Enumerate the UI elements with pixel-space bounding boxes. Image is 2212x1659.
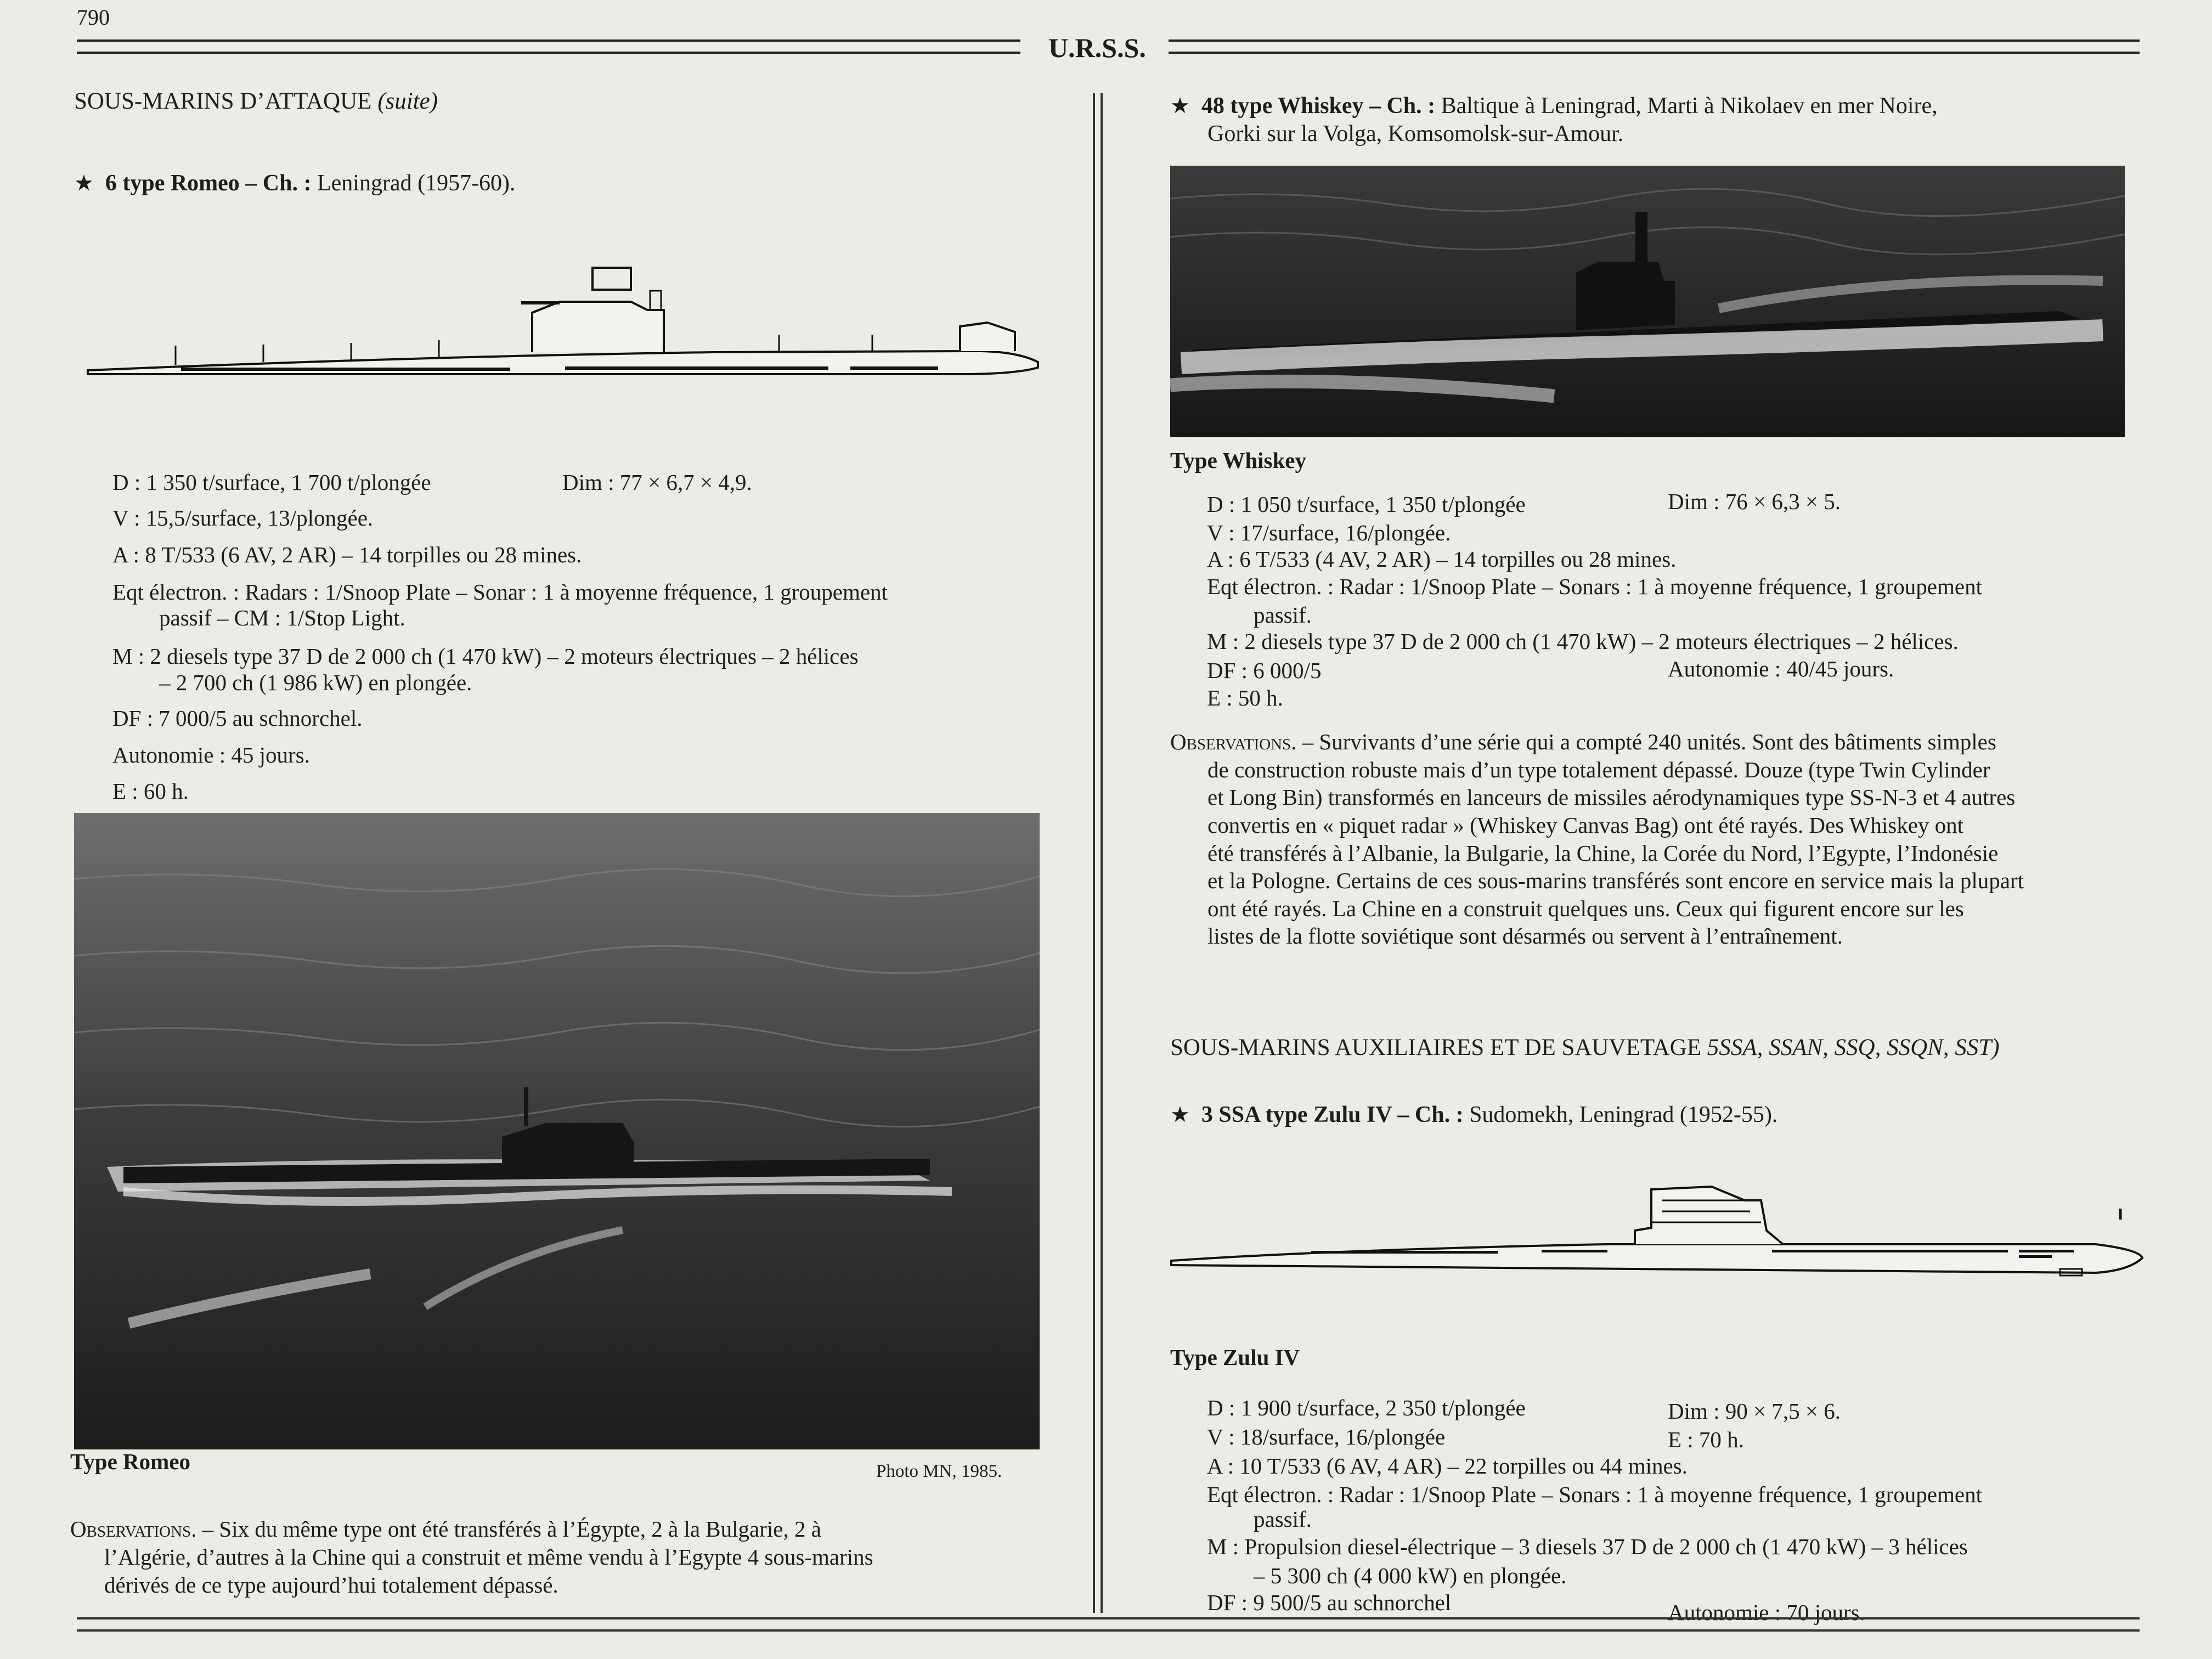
romeo-obs-line-3: dérivés de ce type aujourd’hui totalement dépassé. <box>104 1572 558 1598</box>
whiskey-spec-dimensions: Dim : 76 × 6,3 × 5. <box>1668 489 1841 514</box>
section-title-suffix: (suite) <box>377 88 438 114</box>
romeo-photo-caption: Type Romeo <box>70 1449 191 1474</box>
zulu-spec-electronics-2: passif. <box>1254 1506 1312 1532</box>
whiskey-obs-line-6: et la Pologne. Certains de ces sous-marins transférés sont encore en service mais la plupart <box>1207 868 2024 894</box>
romeo-spec-electronics-1: Eqt électron. : Radars : 1/Snoop Plate – Sonar : 1 à moyenne fréquence, 1 groupement <box>112 579 888 605</box>
whiskey-obs-line-4: convertis en « piquet radar » (Whiskey Canvas Bag) ont été rayés. Des Whiskey ont <box>1207 812 1964 838</box>
whiskey-obs-line-5: été transférés à l’Albanie, la Bulgarie, la Chine, la Corée du Nord, l’Egypte, l’Indonésie <box>1207 840 1999 866</box>
zulu-spec-speed: V : 18/surface, 16/plongée <box>1207 1424 1446 1449</box>
star-icon: ★ <box>1170 1102 1190 1127</box>
entry-whiskey-label: 48 type Whiskey – Ch. : <box>1201 93 1436 119</box>
whiskey-photo <box>1170 166 2125 437</box>
whiskey-obs-line-7: ont été rayés. La Chine en a construit quelques uns. Ceux qui figurent encore sur les <box>1207 895 1964 921</box>
whiskey-obs-line-3: et Long Bin) transformés en lanceurs de missiles aérodynamiques type SS-N-3 et 4 autres <box>1207 785 2016 810</box>
zulu-profile-drawing <box>1169 1178 2145 1288</box>
whiskey-spec-endurance: Autonomie : 40/45 jours. <box>1668 656 1894 681</box>
whiskey-spec-crew: E : 50 h. <box>1207 685 1283 710</box>
whiskey-spec-range: DF : 6 000/5 <box>1207 658 1322 683</box>
section-title-auxiliary-submarines <box>1170 1034 2000 1061</box>
header-rule-left <box>77 40 1020 54</box>
whiskey-spec-electronics-2: passif. <box>1254 602 1312 628</box>
whiskey-spec-electronics-1: Eqt électron. : Radar : 1/Snoop Plate – Sonars : 1 à moyenne fréquence, 1 groupement <box>1207 574 1982 599</box>
header-title: U.R.S.S. <box>1048 32 1146 63</box>
entry-whiskey <box>1170 92 2141 148</box>
whiskey-obs-line-8: listes de la flotte soviétique sont désarmés ou servent à l’entraînement. <box>1207 923 1843 949</box>
whiskey-obs-label: Observations. <box>1170 729 1297 754</box>
whiskey-spec-machinery: M : 2 diesels type 37 D de 2 000 ch (1 470 kW) – 2 moteurs électriques – 2 hélices. <box>1207 629 1959 654</box>
section2-title-text: SOUS-MARINS AUXILIAIRES ET DE SAUVETAGE <box>1170 1035 1702 1060</box>
zulu-spec-dimensions: Dim : 90 × 7,5 × 6. <box>1668 1398 1841 1424</box>
romeo-spec-range: DF : 7 000/5 au schnorchel. <box>112 706 363 731</box>
zulu-spec-crew: E : 70 h. <box>1668 1427 1744 1452</box>
entry-romeo <box>74 170 516 196</box>
star-icon: ★ <box>74 171 94 195</box>
romeo-photo-credit: Photo MN, 1985. <box>876 1462 1002 1481</box>
entry-zulu <box>1170 1102 1778 1128</box>
whiskey-spec-displacement: D : 1 050 t/surface, 1 350 t/plongée <box>1207 492 1526 517</box>
entry-whiskey-text-2: Gorki sur la Volga, Komsomolsk-sur-Amour. <box>1207 121 1624 147</box>
romeo-spec-dimensions: Dim : 77 × 6,7 × 4,9. <box>562 470 752 495</box>
whiskey-obs-line-2: de construction robuste mais d’un type totalement dépassé. Douze (type Twin Cylinder <box>1207 757 1990 782</box>
star-icon: ★ <box>1170 93 1190 118</box>
romeo-spec-machinery-2: – 2 700 ch (1 986 kW) en plongée. <box>159 670 472 695</box>
zulu-spec-machinery-1: M : Propulsion diesel-électrique – 3 diesels 37 D de 2 000 ch (1 470 kW) – 3 hélices <box>1207 1534 1968 1559</box>
whiskey-spec-armament: A : 6 T/533 (4 AV, 2 AR) – 14 torpilles ou 28 mines. <box>1207 546 1677 572</box>
romeo-spec-speed: V : 15,5/surface, 13/plongée. <box>112 505 374 531</box>
entry-zulu-text: Sudomekh, Leningrad (1952-55). <box>1469 1102 1778 1127</box>
romeo-spec-electronics-2: passif – CM : 1/Stop Light. <box>159 605 405 630</box>
romeo-obs-line-2: l’Algérie, d’autres à la Chine qui a construit et même vendu à l’Egypte 4 sous-marins <box>104 1544 873 1570</box>
zulu-drawing-caption: Type Zulu IV <box>1170 1345 1300 1370</box>
romeo-observations <box>70 1515 1019 1599</box>
column-divider <box>1093 93 1103 1613</box>
romeo-spec-endurance: Autonomie : 45 jours. <box>112 742 310 768</box>
zulu-spec-armament: A : 10 T/533 (6 AV, 4 AR) – 22 torpilles ou 44 mines. <box>1207 1453 1688 1479</box>
zulu-spec-range: DF : 9 500/5 au schnorchel <box>1207 1590 1452 1615</box>
section2-title-suffix: 5SSA, SSAN, SSQ, SSQN, SST) <box>1707 1035 2000 1060</box>
section-title-text: SOUS-MARINS D’ATTAQUE <box>74 88 372 114</box>
zulu-spec-electronics-1: Eqt électron. : Radar : 1/Snoop Plate – Sonars : 1 à moyenne fréquence, 1 groupement <box>1207 1482 1982 1507</box>
section-title-attack-submarines <box>74 88 438 115</box>
romeo-spec-armament: A : 8 T/533 (6 AV, 2 AR) – 14 torpilles ou 28 mines. <box>112 542 582 567</box>
zulu-spec-endurance: Autonomie : 70 jours. <box>1668 1600 1865 1625</box>
zulu-spec-displacement: D : 1 900 t/surface, 2 350 t/plongée <box>1207 1395 1526 1420</box>
entry-whiskey-text-1: Baltique à Leningrad, Marti à Nikolaev en mer Noire, <box>1441 93 1938 119</box>
page-number: 790 <box>77 5 110 30</box>
whiskey-spec-speed: V : 17/surface, 16/plongée. <box>1207 520 1451 545</box>
zulu-spec-machinery-2: – 5 300 ch (4 000 kW) en plongée. <box>1254 1563 1567 1588</box>
entry-romeo-label: 6 type Romeo – Ch. : <box>105 171 312 196</box>
romeo-obs-line-1: – Six du même type ont été transférés à l’Égypte, 2 à la Bulgarie, 2 à <box>202 1516 821 1542</box>
whiskey-photo-caption: Type Whiskey <box>1170 448 1306 473</box>
footer-rule <box>77 1617 2140 1632</box>
romeo-spec-crew: E : 60 h. <box>112 778 189 804</box>
header-rule-right <box>1169 40 2140 54</box>
running-header <box>77 33 2140 66</box>
entry-romeo-text: Leningrad (1957-60). <box>317 171 516 196</box>
whiskey-obs-line-1: – Survivants d’une série qui a compté 240 unités. Sont des bâtiments simples <box>1302 729 1996 754</box>
romeo-profile-drawing <box>82 258 1042 384</box>
whiskey-observations <box>1170 728 2141 950</box>
romeo-photo <box>74 813 1040 1449</box>
romeo-obs-label: Observations. <box>70 1516 197 1542</box>
entry-zulu-label: 3 SSA type Zulu IV – Ch. : <box>1201 1102 1464 1127</box>
romeo-spec-displacement: D : 1 350 t/surface, 1 700 t/plongée <box>112 470 431 495</box>
romeo-spec-machinery-1: M : 2 diesels type 37 D de 2 000 ch (1 470 kW) – 2 moteurs électriques – 2 hélices <box>112 644 859 669</box>
